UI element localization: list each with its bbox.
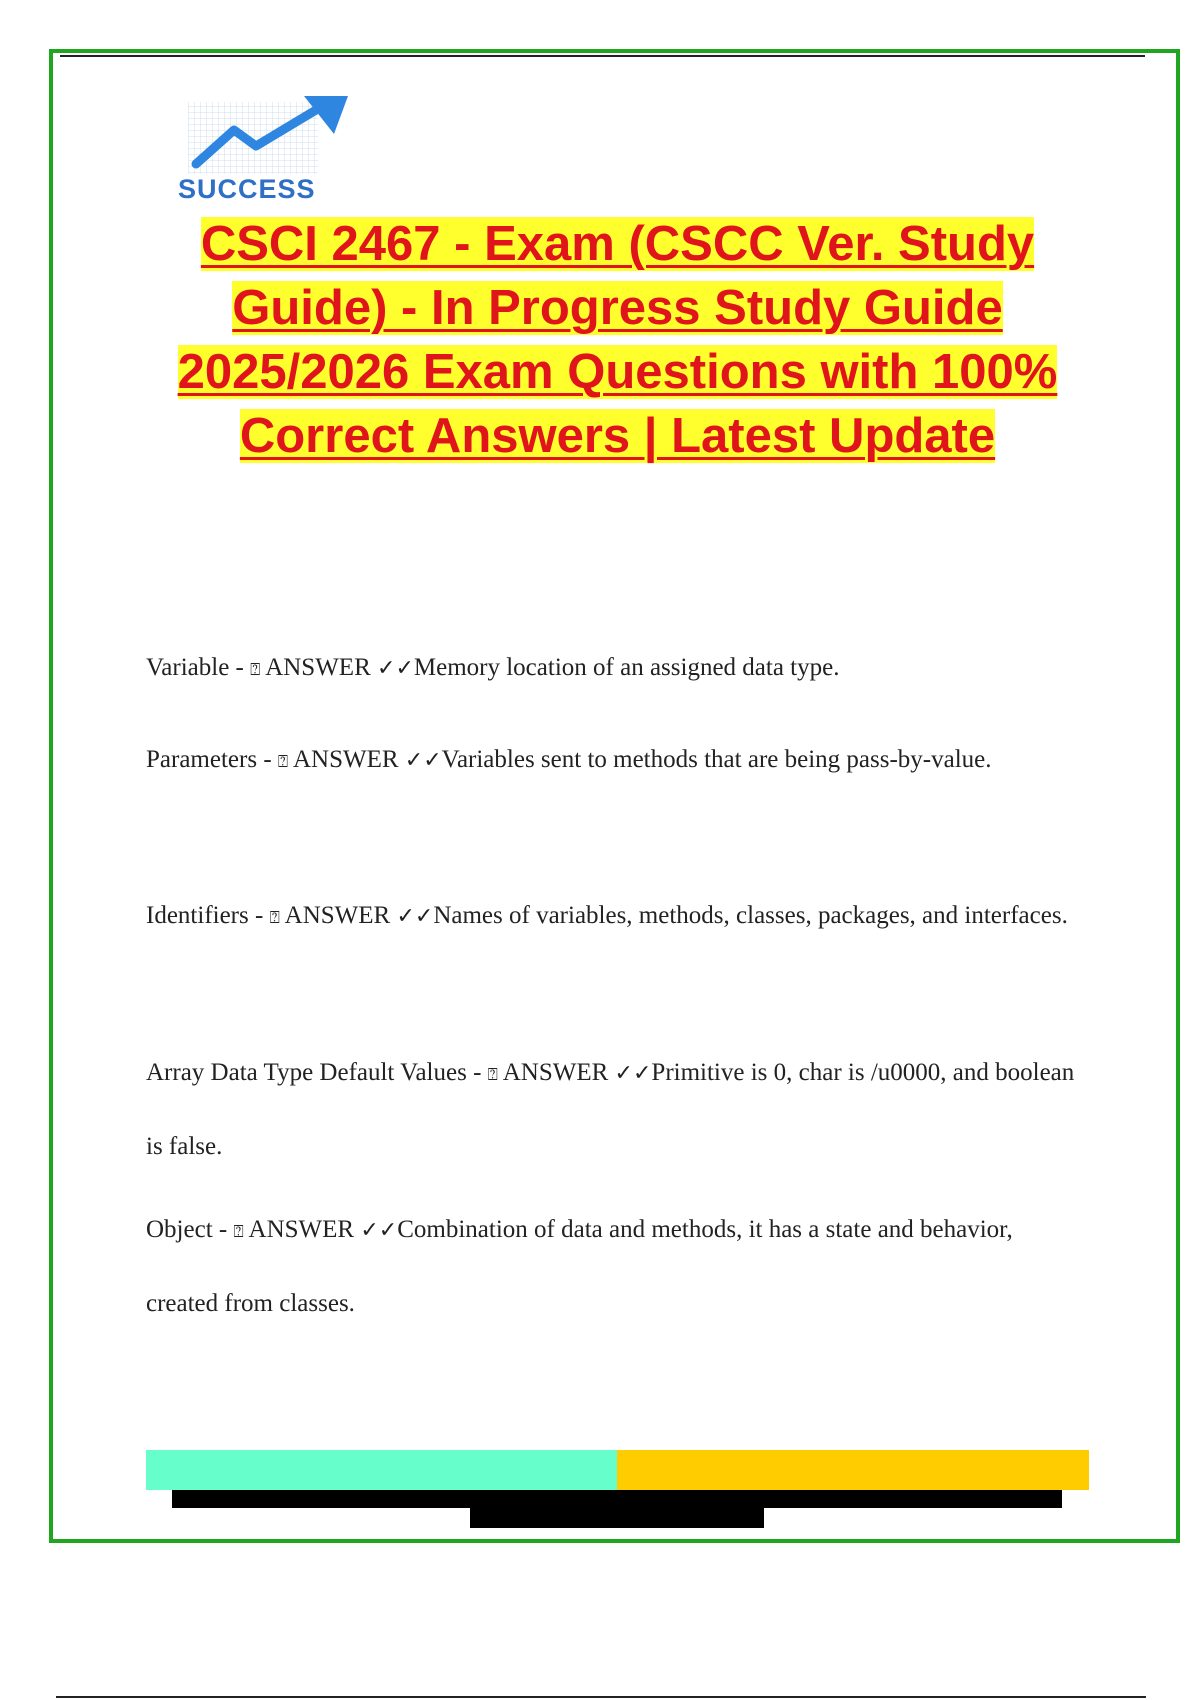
qa-separator: - xyxy=(212,1216,234,1243)
page-title xyxy=(150,212,1085,468)
qa-separator: - xyxy=(466,1059,488,1086)
double-check-icon: ✓✓ xyxy=(377,656,414,681)
qa-term: Array Data Type Default Values xyxy=(146,1059,467,1086)
qa-answer-label: ANSWER xyxy=(243,1216,361,1243)
title-text: CSCI 2467 - Exam (CSCC Ver. Study Guide) - In Progress Study Guide 2025/2026 Exam Questions with 100% Correct Answers | Latest Update xyxy=(177,217,1058,463)
qa-item xyxy=(146,724,1086,798)
success-logo xyxy=(176,94,376,204)
logo-text: SUCCESS xyxy=(178,174,316,204)
double-check-icon: ✓✓ xyxy=(360,1218,398,1243)
top-rule xyxy=(60,55,1145,57)
qa-answer: Names of variables, methods, classes, packages, and interfaces. xyxy=(433,902,1068,929)
answer-marker-icon: ⍰ xyxy=(233,1222,244,1242)
chart-arrow-icon xyxy=(176,94,376,184)
qa-answer-label: ANSWER xyxy=(260,654,378,681)
qa-answer: Memory location of an assigned data type. xyxy=(413,654,840,681)
qa-answer: Combination of data and methods, it has a state and behavior, created from classes. xyxy=(146,1216,1013,1317)
footer-bar-right xyxy=(617,1450,1089,1490)
answer-marker-icon: ⍰ xyxy=(487,1065,498,1085)
answer-marker-icon: ⍰ xyxy=(269,908,280,928)
qa-term: Identifiers xyxy=(146,902,249,929)
qa-term: Parameters xyxy=(146,746,258,773)
qa-item xyxy=(146,880,1086,954)
qa-separator: - xyxy=(248,902,270,929)
footer-bar-black-short xyxy=(470,1508,764,1528)
qa-answer-label: ANSWER xyxy=(288,746,405,773)
double-check-icon: ✓✓ xyxy=(404,748,442,773)
qa-answer-label: ANSWER xyxy=(279,902,397,929)
qa-item xyxy=(146,632,1086,706)
answer-marker-icon: ⍰ xyxy=(277,752,289,772)
double-check-icon: ✓✓ xyxy=(396,904,434,929)
qa-answer: Variables sent to methods that are being pass-by-value. xyxy=(441,746,992,773)
qa-separator: - xyxy=(229,654,251,681)
double-check-icon: ✓✓ xyxy=(614,1061,652,1086)
qa-term: Object xyxy=(146,1216,213,1243)
qa-term: Variable xyxy=(146,654,230,681)
qa-item xyxy=(146,1194,1086,1339)
bottom-rule xyxy=(56,1696,1146,1698)
footer-bar-black xyxy=(172,1490,1062,1508)
qa-answer: Primitive is 0, char is /u0000, and boolean is false. xyxy=(146,1059,1075,1160)
qa-item xyxy=(146,1037,1086,1182)
footer-bar-left xyxy=(146,1450,617,1490)
qa-answer-label: ANSWER xyxy=(497,1059,615,1086)
answer-marker-icon: ⍰ xyxy=(250,660,261,680)
qa-separator: - xyxy=(257,746,278,773)
